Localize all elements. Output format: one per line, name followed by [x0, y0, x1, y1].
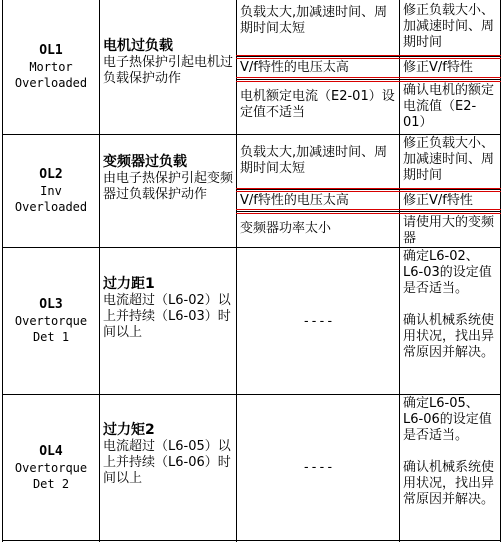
fault-description: 电流超过（L6-02）以上并持续（L6-03）时间以上	[103, 293, 231, 340]
remedy-cell-ol4	[400, 395, 500, 540]
fault-name-line: Det 2	[32, 476, 70, 491]
fault-code: OL2	[39, 167, 63, 182]
fault-name-line: Overtorque	[14, 460, 88, 475]
fault-name-line: Overtorque	[14, 314, 88, 328]
remedy-text: 确认机械系统使用状况，找出异常原因并解决。	[403, 460, 495, 507]
cause-text: 负载太大,加减速时间、周期时间太短	[240, 145, 388, 176]
cause-text: 变频器功率太小	[240, 221, 332, 236]
fault-desc-cell-ol3	[100, 274, 236, 394]
fault-desc-cell-ol1	[100, 36, 236, 134]
fault-description: 由电子热保护引起变频器过负载保护动作	[103, 171, 234, 202]
fault-description: 电流超过（L6-05）以上并持续（L6-06）时间以上	[103, 439, 231, 486]
fault-title: 变频器过负载	[103, 154, 187, 170]
fault-code-cell-ol3	[3, 248, 99, 394]
fault-code-cell-ol2	[3, 135, 99, 247]
remedy-text: 确认机械系统使用状况，找出异常原因并解决。	[403, 313, 495, 360]
remedy-text: 修正负载大小、加减速时间、周期时间	[403, 136, 495, 183]
cause-text: 负载太大,加减速时间、周期时间太短	[240, 5, 388, 36]
fault-code: OL4	[39, 443, 63, 459]
fault-name-line: Mortor	[29, 60, 73, 74]
fault-code-cell-ol1	[3, 0, 99, 134]
remedy-text: 修正V/f特性	[403, 193, 473, 208]
fault-title: 过力距1	[103, 276, 155, 292]
remedy-text: 修正V/f特性	[403, 60, 473, 75]
remedy-text: 确认电机的额定电流值（E2-01）	[403, 83, 495, 130]
fault-code: OL3	[39, 297, 63, 312]
fault-title: 电机过负载	[103, 38, 173, 54]
remedy-text: 修正负载大小、加减速时间、周期时间	[403, 3, 495, 50]
remedy-cell-ol3	[400, 248, 500, 394]
remedy-text: 确定L6-02、L6-03的设定值是否适当。	[403, 249, 492, 296]
cause-text: V/f特性的电压太高	[240, 193, 349, 208]
fault-title: 过力矩2	[103, 422, 155, 438]
fault-desc-cell-ol2	[100, 152, 236, 247]
fault-name-line: Overloaded	[14, 200, 88, 214]
fault-code-cell-ol4	[3, 395, 99, 540]
cause-placeholder: ----	[302, 313, 334, 329]
fault-name-line: Inv	[40, 184, 62, 198]
fault-name-line: Det 1	[32, 330, 70, 344]
cause-text: 电机额定电流（E2-01）设定值不适当	[240, 89, 395, 120]
remedy-text: 请使用大的变频器	[403, 215, 495, 246]
fault-desc-cell-ol4	[100, 420, 236, 540]
remedy-text: 确定L6-05、L6-06的设定值是否适当。	[403, 396, 492, 443]
fault-description: 电子热保护引起电机过负载保护动作	[103, 55, 234, 86]
fault-code: OL1	[39, 43, 63, 58]
cause-placeholder: ----	[302, 460, 334, 475]
cause-text: V/f特性的电压太高	[240, 60, 349, 75]
fault-name-line: Overloaded	[14, 76, 88, 90]
